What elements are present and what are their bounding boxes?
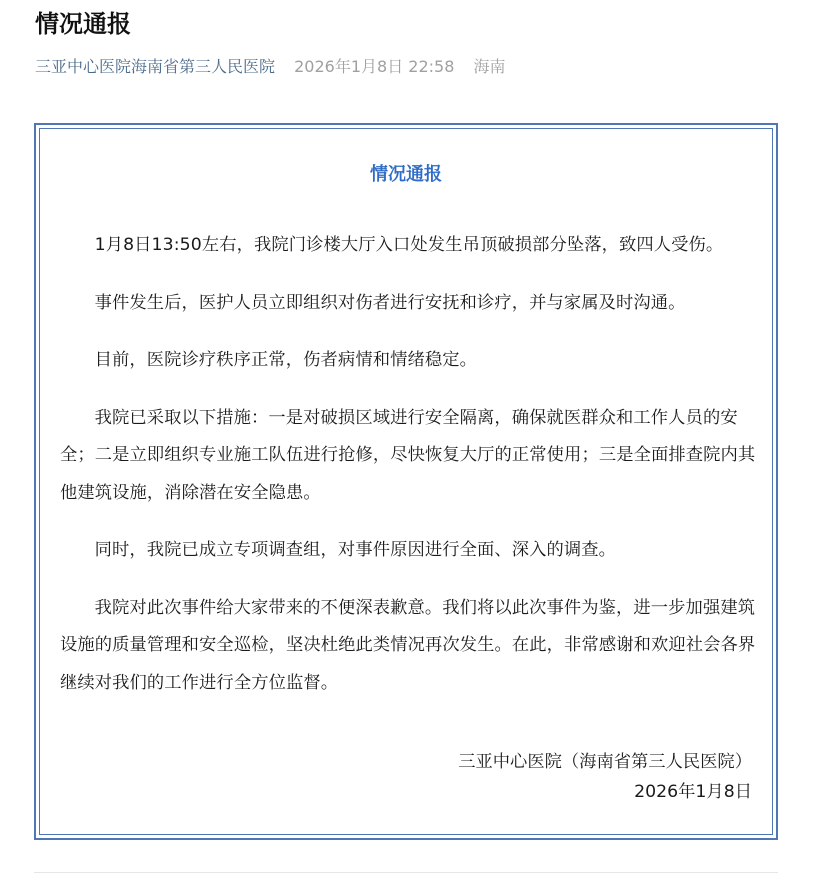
- notice-signature: 三亚中心医院（海南省第三人民医院）: [458, 752, 752, 772]
- notice-signature-block: [458, 747, 752, 807]
- notice-frame: [34, 123, 778, 840]
- notice-paragraph: 1月8日13:50左右，我院门诊楼大厅入口处发生吊顶破损部分坠落，致四人受伤。: [94, 235, 724, 255]
- source-link[interactable]: 三亚中心医院海南省第三人民医院: [35, 57, 276, 76]
- notice-inner-border: [39, 128, 773, 835]
- notice-body: [60, 227, 760, 722]
- region-label: 海南: [473, 57, 506, 76]
- page-title: 情况通报: [35, 10, 131, 38]
- article-meta: [35, 55, 506, 79]
- bottom-divider: [34, 872, 778, 873]
- notice-paragraph: 事件发生后，医护人员立即组织对伤者进行安抚和诊疗，并与家属及时沟通。: [94, 292, 686, 313]
- notice-date: 2026年1月8日: [634, 782, 752, 802]
- notice-paragraph: 我院对此次事件给大家带来的不便深表歉意。我们将以此次事件为鉴，进一步加强建筑设施的质量管理和安全巡检，坚决杜绝此类情况再次发生。在此，非常感谢和欢迎社会各界继续对我们的工作进行全方位监督。: [60, 597, 756, 693]
- notice-title: 情况通报: [370, 164, 442, 185]
- notice-paragraph: 我院已采取以下措施：一是对破损区域进行安全隔离，确保就医群众和工作人员的安全；二是立即组织专业施工队伍进行抢修，尽快恢复大厅的正常使用；三是全面排查院内其他建筑设施，消除潜在安全隐患。: [60, 407, 756, 503]
- notice-paragraph: 同时，我院已成立专项调查组，对事件原因进行全面、深入的调查。: [94, 540, 617, 560]
- publish-time: 2026年1月8日 22:58: [294, 57, 455, 76]
- notice-paragraph: 目前，医院诊疗秩序正常，伤者病情和情绪稳定。: [94, 350, 477, 370]
